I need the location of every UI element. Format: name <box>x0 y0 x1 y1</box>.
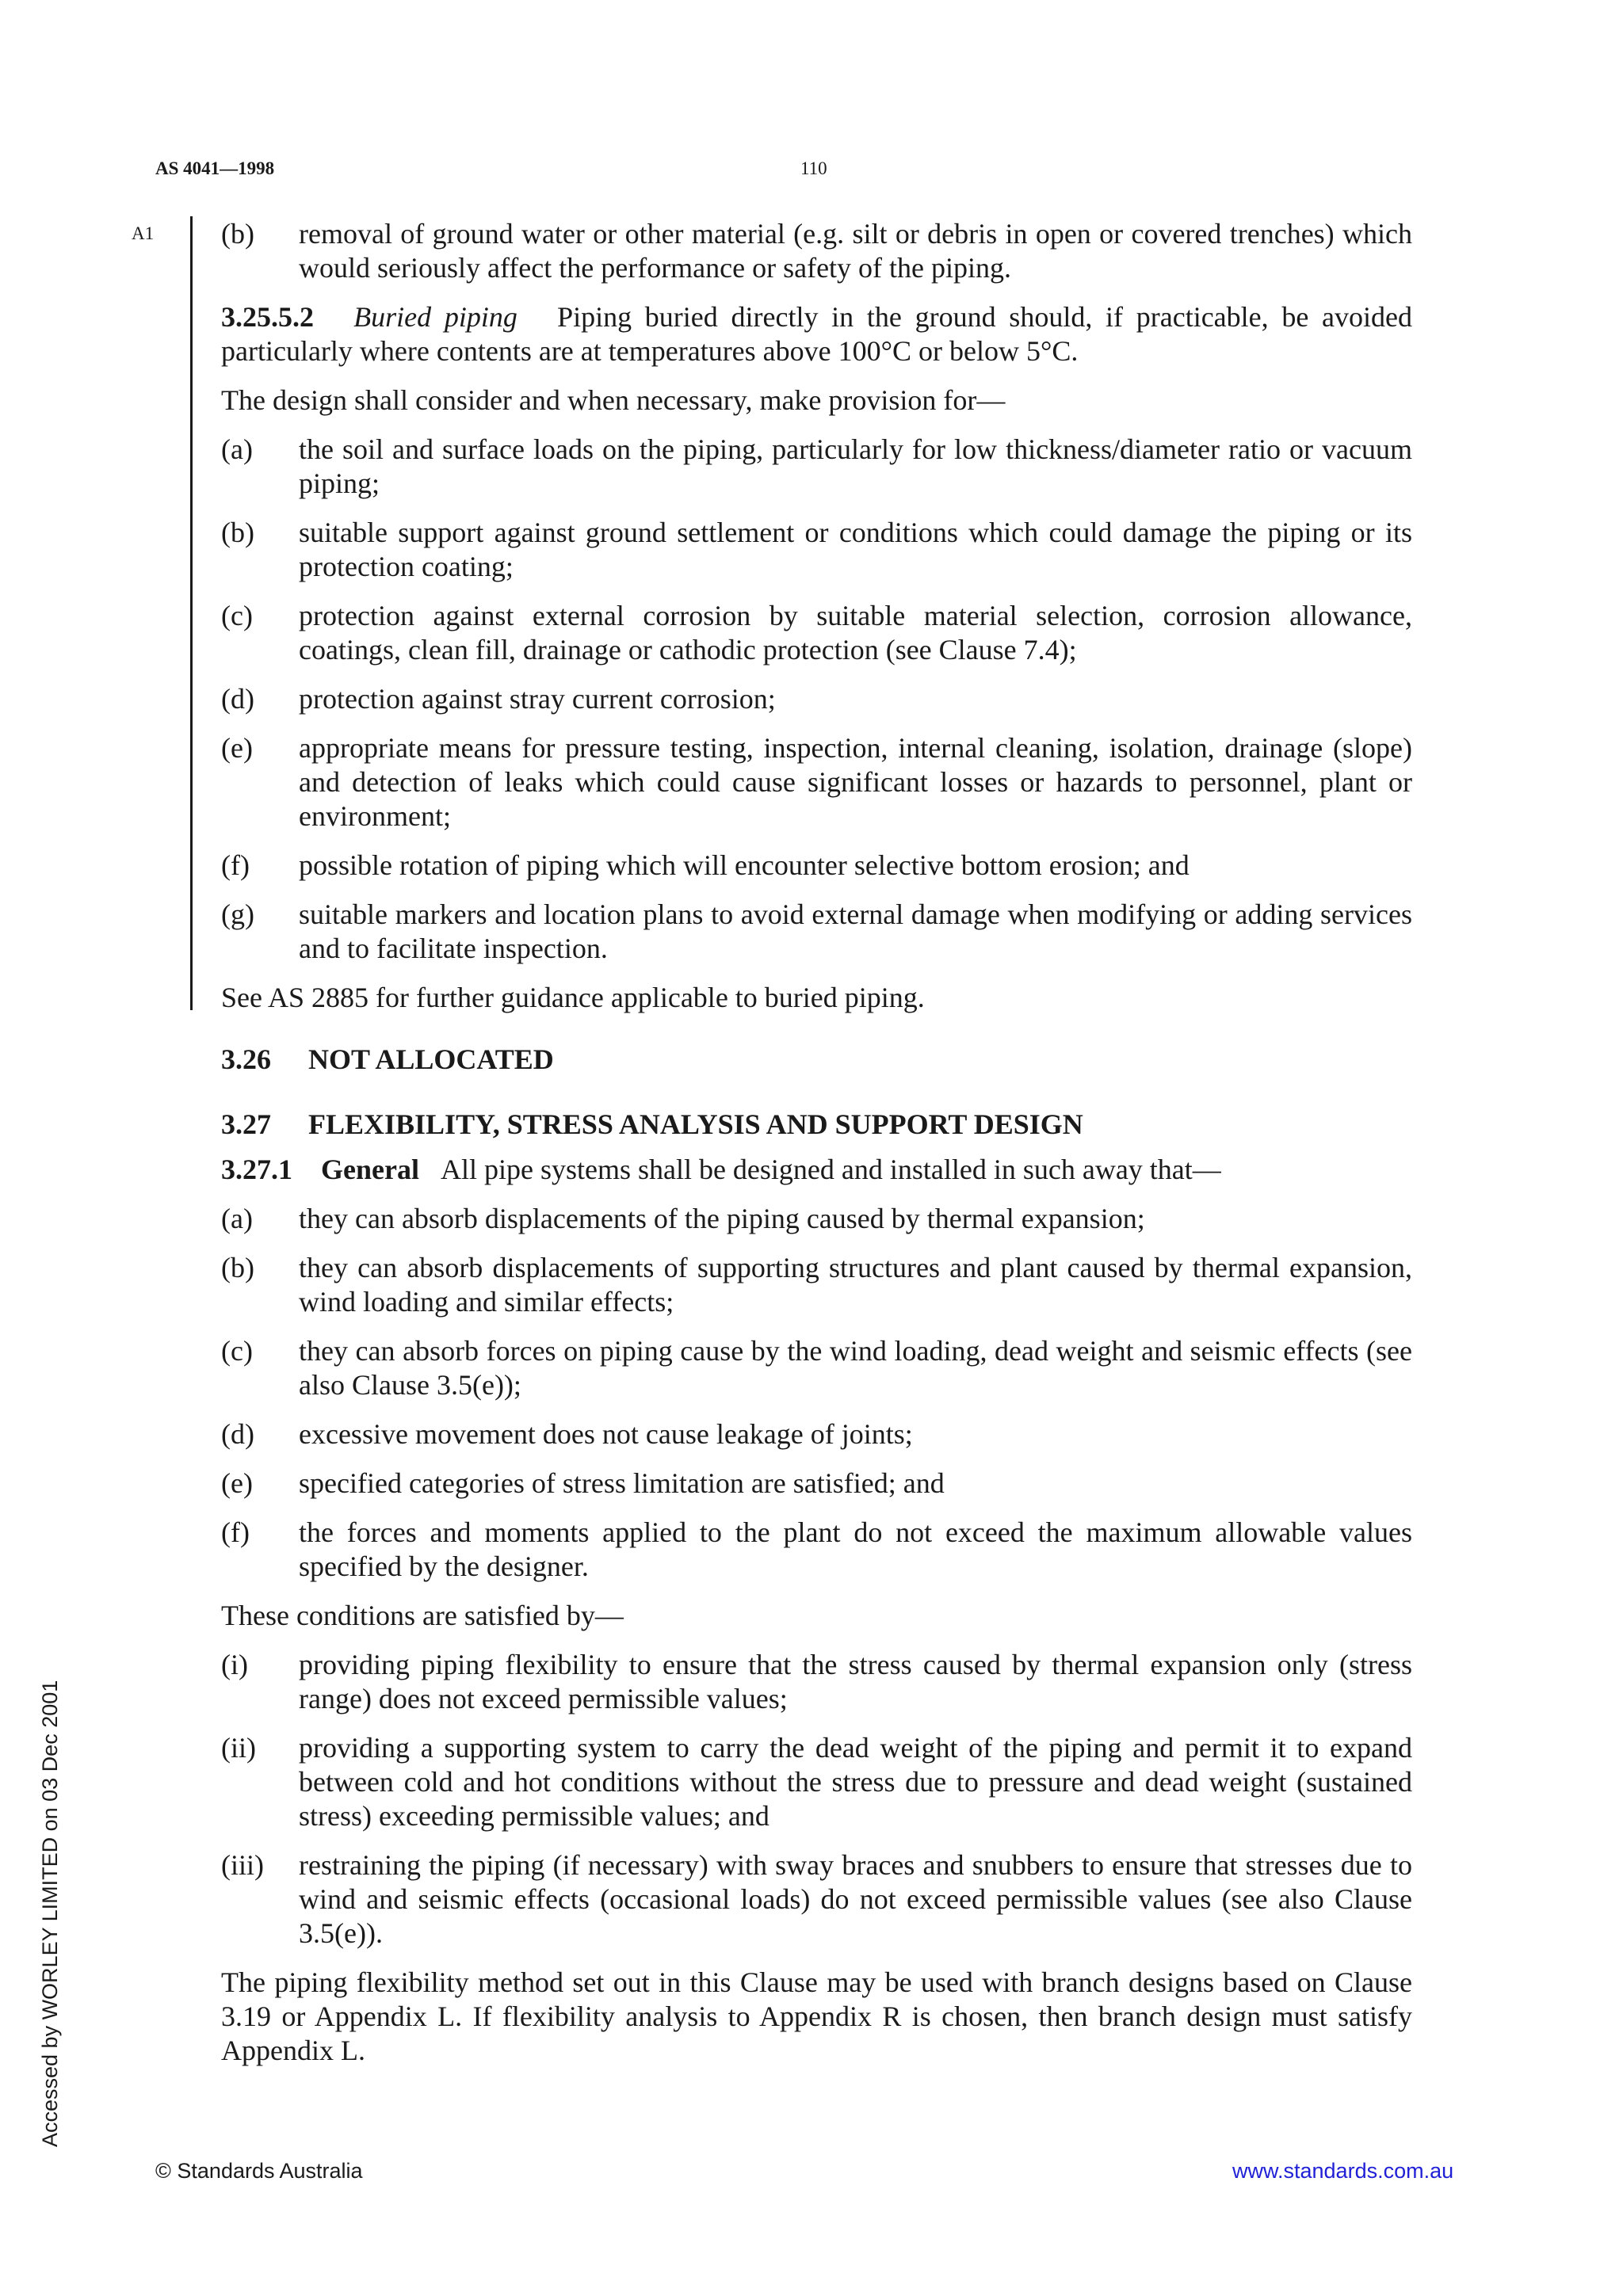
page-body <box>221 217 1412 2083</box>
footer-website-link[interactable]: www.standards.com.au <box>1232 2159 1454 2183</box>
section-number: 3.26 <box>221 1043 271 1075</box>
list-item <box>221 1202 1412 1236</box>
item-text: excessive movement does not cause leakage of joints; <box>299 1418 913 1450</box>
list-item <box>221 1334 1412 1402</box>
item-text: suitable markers and location plans to avoid external damage when modifying or adding services and to facilitate inspection. <box>299 898 1412 964</box>
list-item <box>221 1648 1412 1716</box>
clause-title: Buried piping <box>353 301 517 333</box>
item-text: they can absorb forces on piping cause by the wind loading, dead weight and seismic effects (see also Clause 3.5(e)); <box>299 1335 1412 1401</box>
item-label: (b) <box>221 1252 254 1283</box>
item-label: (a) <box>221 433 253 465</box>
item-label: (e) <box>221 1467 253 1499</box>
item-text: specified categories of stress limitation are satisfied; and <box>299 1467 945 1499</box>
access-watermark: Accessed by WORLEY LIMITED on 03 Dec 2001 <box>38 1680 62 2147</box>
list-item <box>221 1417 1412 1451</box>
clause-text: Piping buried directly in the ground should, if practicable, be avoided particularly where contents are at temperatures above 100°C or below 5°C. <box>221 301 1413 367</box>
amendment-bar <box>190 216 193 1010</box>
item-label: (f) <box>221 1516 250 1548</box>
page-number: 110 <box>800 158 827 178</box>
item-label: (c) <box>221 1335 253 1367</box>
item-text: the soil and surface loads on the piping, particularly for low thickness/diameter ratio or vacuum piping; <box>299 433 1412 499</box>
standard-number: AS 4041—1998 <box>155 158 275 178</box>
item-label: (g) <box>221 898 254 930</box>
item-label: (a) <box>221 1203 253 1234</box>
list-item <box>221 217 1412 285</box>
list-item <box>221 1848 1412 1951</box>
list-item <box>221 516 1412 584</box>
list-item <box>221 682 1412 716</box>
list-item <box>221 599 1412 667</box>
list-item <box>221 433 1412 501</box>
item-label: (d) <box>221 1418 254 1450</box>
section-title: NOT ALLOCATED <box>308 1043 554 1075</box>
list-item <box>221 1466 1412 1501</box>
item-label: (d) <box>221 683 254 715</box>
item-text: protection against external corrosion by suitable material selection, corrosion allowance, coatings, clean fill, drainage or cathodic protection (see Clause 7.4); <box>299 600 1412 666</box>
section-number: 3.27 <box>221 1108 271 1140</box>
item-label: (b) <box>221 218 254 250</box>
footer-copyright: © Standards Australia <box>155 2159 363 2183</box>
item-text: possible rotation of piping which will encounter selective bottom erosion; and <box>299 849 1190 881</box>
item-label: (b) <box>221 517 254 548</box>
list-item <box>221 731 1412 833</box>
conditions-intro: These conditions are satisfied by— <box>221 1600 624 1631</box>
closing-paragraph: The piping flexibility method set out in this Clause may be used with branch designs based on Clause 3.19 or Appendix L. If flexibility analysis to Appendix R is chosen, then branch design must satisfy Appendix L. <box>221 1966 1412 2066</box>
item-label: (c) <box>221 600 253 631</box>
section-heading-3-27 <box>221 1108 1412 1142</box>
list-item <box>221 1516 1412 1584</box>
item-label: (i) <box>221 1649 248 1680</box>
clause-text: All pipe systems shall be designed and installed in such away that— <box>440 1154 1221 1185</box>
see-also-note: See AS 2885 for further guidance applicable to buried piping. <box>221 982 925 1013</box>
provision-list <box>221 433 1412 966</box>
amendment-marker: A1 <box>132 223 155 243</box>
clause-title: General <box>321 1154 419 1185</box>
item-text: providing piping flexibility to ensure that the stress caused by thermal expansion only (stress range) does not exceed permissible values; <box>299 1649 1412 1714</box>
list-item <box>221 1731 1412 1833</box>
item-text: providing a supporting system to carry the dead weight of the piping and permit it to expand between cold and hot conditions without the stress due to pressure and dead weight (sustained stress) exceeding permissible values; and <box>299 1732 1412 1832</box>
item-label: (iii) <box>221 1849 264 1881</box>
item-text: they can absorb displacements of supporting structures and plant caused by thermal expansion, wind loading and similar effects; <box>299 1252 1412 1318</box>
item-text: removal of ground water or other material (e.g. silt or debris in open or covered trenches) which would seriously affect the performance or safety of the piping. <box>299 218 1412 284</box>
item-label: (f) <box>221 849 250 881</box>
clause-number: 3.27.1 <box>221 1154 292 1185</box>
item-text: suitable support against ground settlement or conditions which could damage the piping or its protection coating; <box>299 517 1412 582</box>
section-title: FLEXIBILITY, STRESS ANALYSIS AND SUPPORT DESIGN <box>308 1108 1083 1140</box>
item-text: protection against stray current corrosion; <box>299 683 776 715</box>
clause-3-27-1 <box>221 1153 1412 1187</box>
item-text: appropriate means for pressure testing, inspection, internal cleaning, isolation, drainage (slope) and detection of leaks which could cause significant losses or hazards to personnel, plant or environment; <box>299 732 1412 832</box>
provision-intro: The design shall consider and when necessary, make provision for— <box>221 384 1006 416</box>
item-text: they can absorb displacements of the piping caused by thermal expansion; <box>299 1203 1145 1234</box>
list-item <box>221 1251 1412 1319</box>
item-label: (ii) <box>221 1732 256 1764</box>
item-text: the forces and moments applied to the plant do not exceed the maximum allowable values specified by the designer. <box>299 1516 1412 1582</box>
clause-number: 3.25.5.2 <box>221 301 314 333</box>
section-heading-3-26 <box>221 1043 1412 1077</box>
clause-3-25-5-2 <box>221 300 1412 368</box>
list-item <box>221 898 1412 966</box>
item-text: restraining the piping (if necessary) with sway braces and snubbers to ensure that stresses due to wind and seismic effects (occasional loads) do not exceed permissible values (see also Clause 3.5(e)). <box>299 1849 1412 1949</box>
conditions-list <box>221 1648 1412 1951</box>
requirement-list <box>221 1202 1412 1584</box>
list-item <box>221 849 1412 883</box>
item-label: (e) <box>221 732 253 764</box>
